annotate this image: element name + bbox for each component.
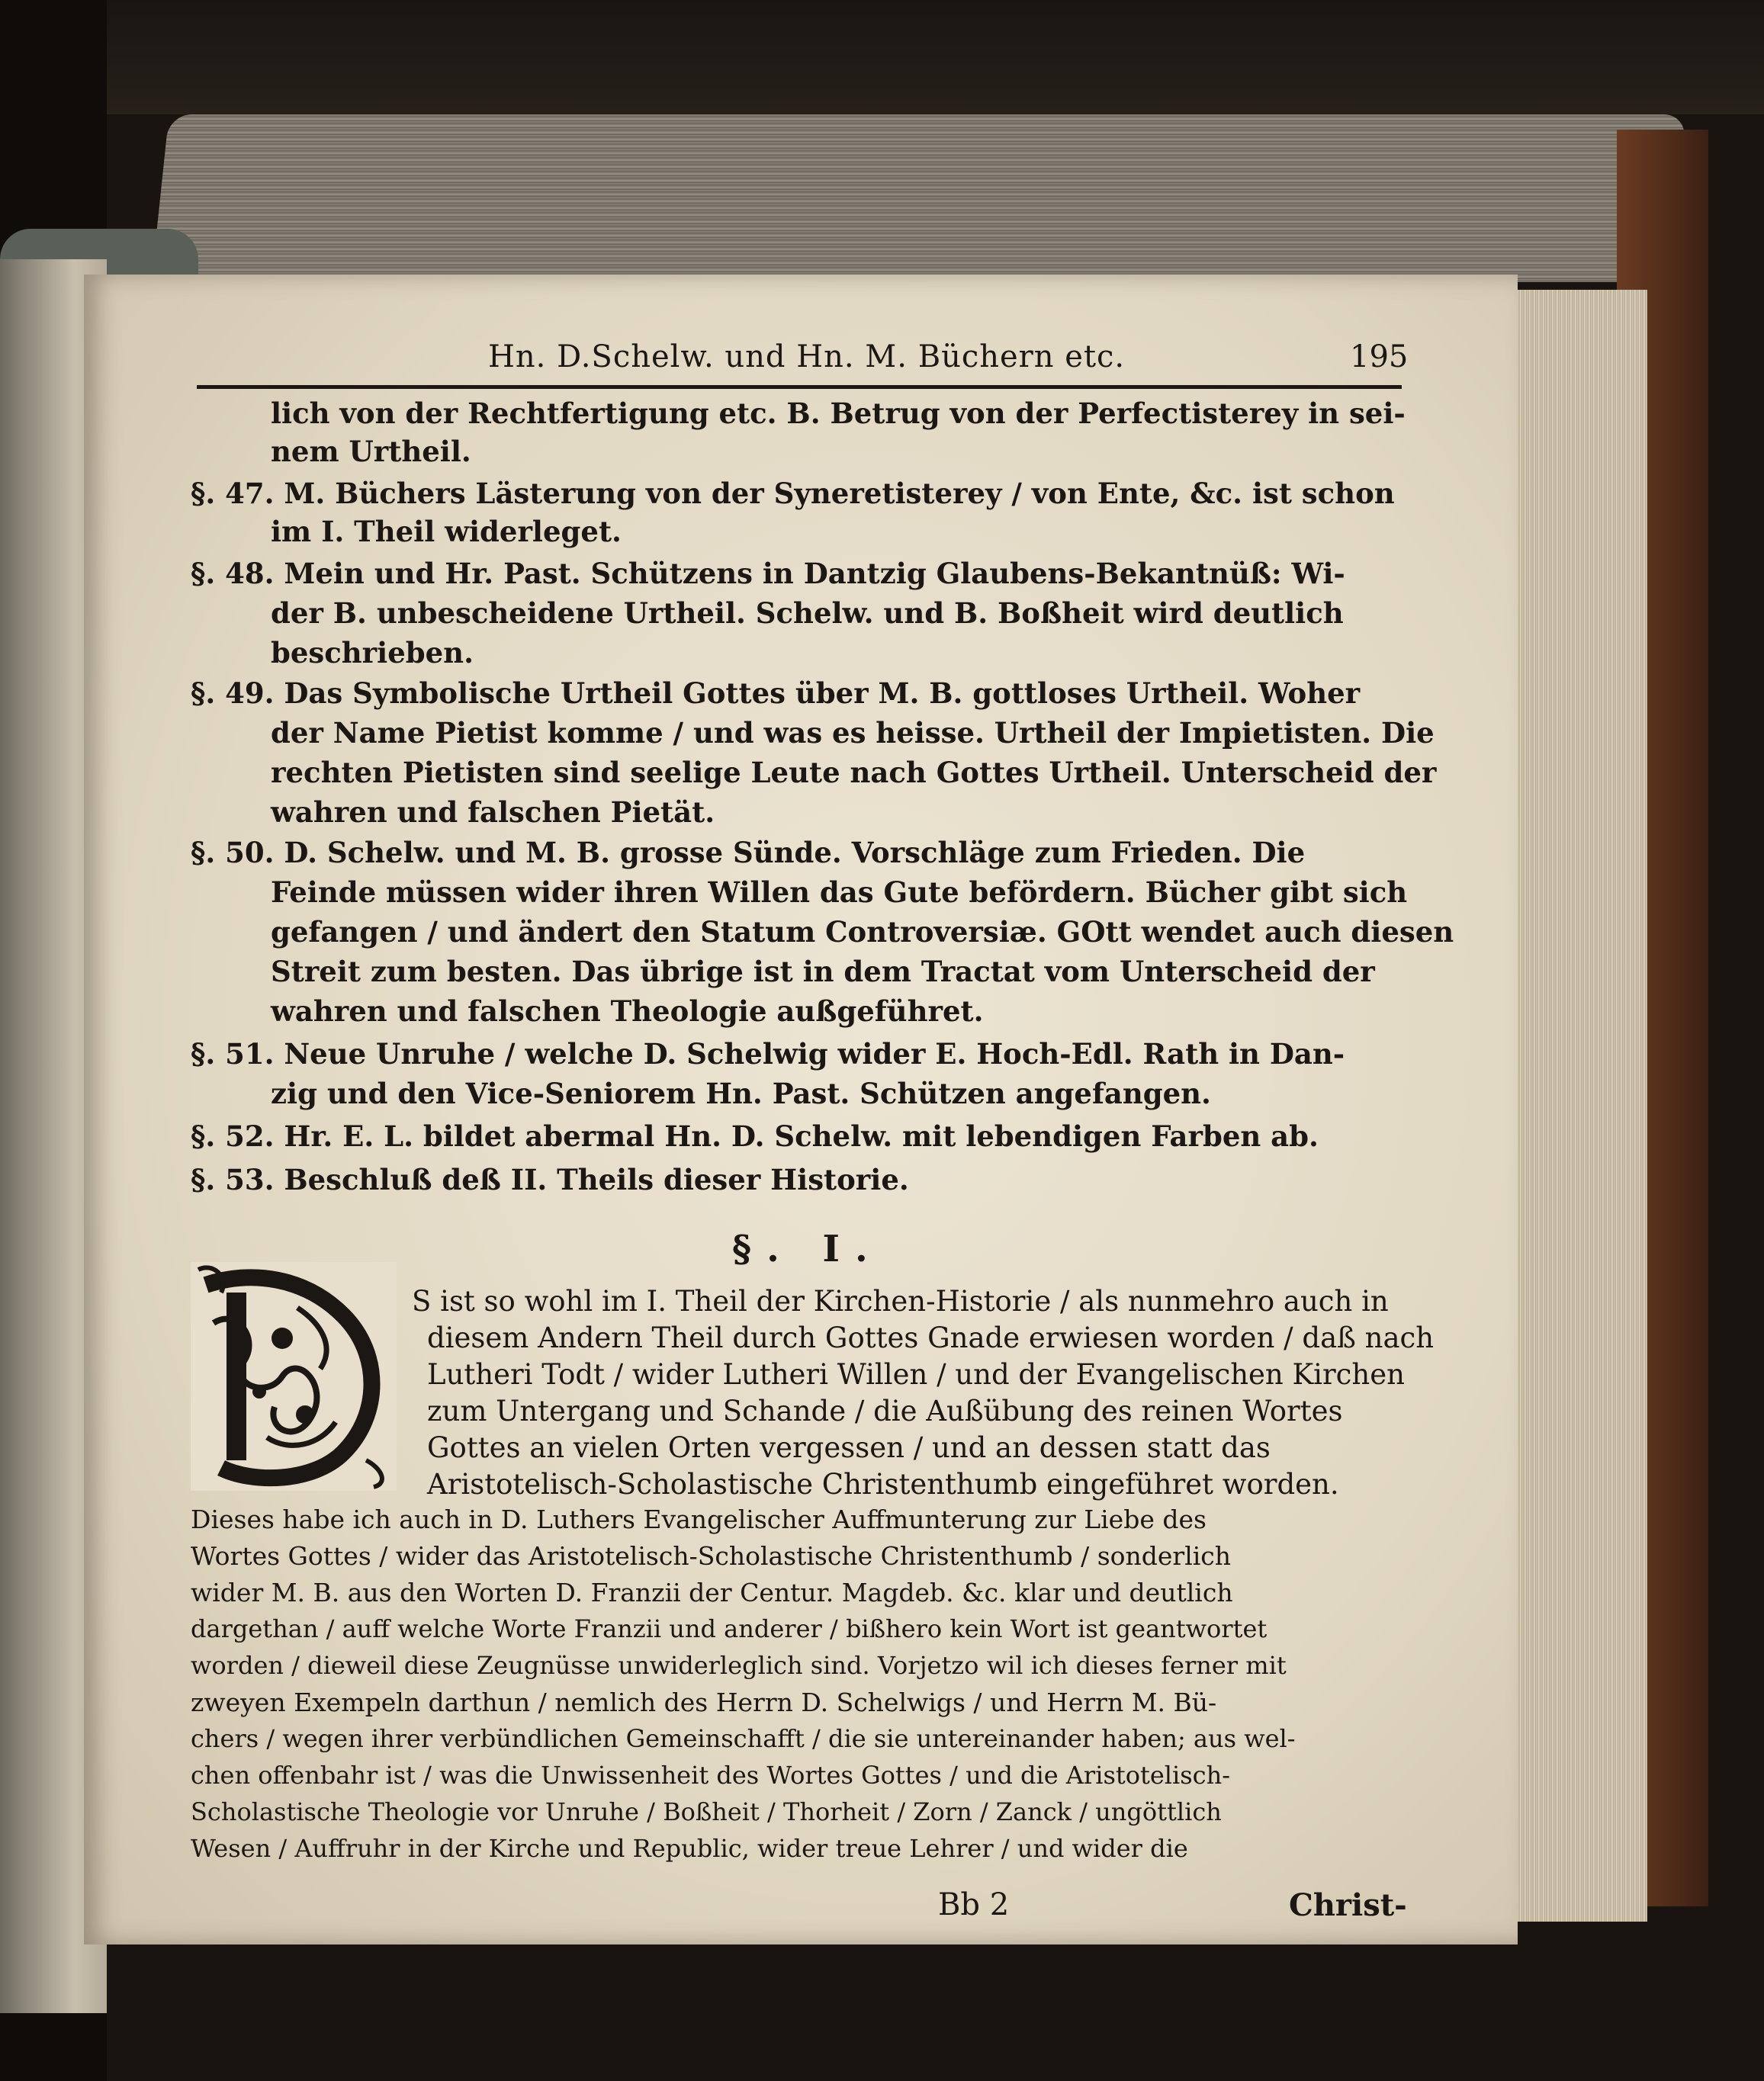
body-line: Wesen / Auffruhr in der Kirche und Republic, wider treue Lehrer / und wider die [191,1834,1188,1863]
background-top [0,0,1764,114]
body-line: Aristotelisch-Scholastische Christenthumb eingeführet worden. [427,1468,1339,1501]
toc-line: §. 49. Das Symbolische Urtheil Gottes über M. B. gottloses Urtheil. Woher [191,676,1361,710]
toc-line: §. 48. Mein und Hr. Past. Schützens in Dantzig Glaubens-Bekantnüß: Wi- [191,557,1345,590]
body-line: zweyen Exempeln darthun / nemlich des Herrn D. Schelwigs / und Herrn M. Bü- [191,1688,1217,1717]
toc-line: nem Urtheil. [271,435,471,468]
header-rule [197,385,1402,389]
body-line: chers / wegen ihrer verbündlichen Gemeinschafft / die sie untereinander haben; aus wel- [191,1724,1296,1753]
toc-line: §. 47. M. Büchers Lästerung von der Syneretisterey / von Ente, &c. ist schon [191,477,1395,510]
body-line: diesem Andern Theil durch Gottes Gnade erwiesen worden / daß nach [427,1321,1435,1354]
running-head: Hn. D.Schelw. und Hn. M. Büchern etc. [488,339,1126,374]
body-line: Dieses habe ich auch in D. Luthers Evangelischer Auffmunterung zur Liebe des [191,1505,1207,1534]
body-line: dargethan / auff welche Worte Franzii und anderer / bißhero kein Wort ist geantwortet [191,1614,1268,1643]
body-line: Lutheri Todt / wider Lutheri Willen / und der Evangelischen Kirchen [427,1358,1405,1391]
toc-line: Streit zum besten. Das übrige ist in dem Tractat vom Unterscheid der [271,955,1375,988]
body-line: Gottes an vielen Orten vergessen / und an dessen statt das [427,1431,1271,1464]
section-heading: §. I. [732,1228,883,1270]
toc-line: wahren und falschen Theologie außgeführet. [271,994,984,1028]
body-line: Wortes Gottes / wider das Aristotelisch-Scholastische Christenthumb / sonderlich [191,1541,1232,1571]
page-stack [1495,290,1647,1922]
signature-mark: Bb 2 [938,1887,1010,1922]
book-top-edge [151,114,1686,282]
body-line: wider M. B. aus den Worten D. Franzii der Centur. Magdeb. &c. klar und deutlich [191,1578,1233,1607]
body-line: S ist so wohl im I. Theil der Kirchen-Historie / als nunmehro auch in [412,1285,1389,1318]
toc-line: der B. unbescheidene Urtheil. Schelw. und B. Boßheit wird deutlich [271,596,1344,630]
toc-line: Feinde müssen wider ihren Willen das Gute befördern. Bücher gibt sich [271,875,1408,909]
decorated-initial-image [191,1262,397,1491]
page-number: 195 [1350,339,1409,374]
toc-line: gefangen / und ändert den Statum Controversiæ. GOtt wendet auch diesen [271,915,1454,949]
toc-line: §. 53. Beschluß deß II. Theils dieser Historie. [191,1163,909,1196]
toc-line: §. 51. Neue Unruhe / welche D. Schelwig wider E. Hoch-Edl. Rath in Dan- [191,1037,1345,1071]
toc-line: §. 52. Hr. E. L. bildet abermal Hn. D. Schelw. mit lebendigen Farben ab. [191,1119,1319,1153]
toc-line: der Name Pietist komme / und was es heisse. Urtheil der Impietisten. Die [271,716,1435,750]
toc-line: lich von der Rechtfertigung etc. B. Betrug von der Perfectisterey in sei- [271,397,1406,430]
toc-line: im I. Theil widerleget. [271,515,622,548]
toc-line: rechten Pietisten sind seelige Leute nach Gottes Urtheil. Unterscheid der [271,756,1437,789]
body-line: worden / dieweil diese Zeugnüsse unwiderleglich sind. Vorjetzo wil ich dieses ferner mit [191,1651,1287,1680]
toc-line: zig und den Vice-Seniorem Hn. Past. Schützen angefangen. [271,1077,1211,1110]
body-line: zum Untergang und Schande / die Außübung des reinen Wortes [427,1395,1343,1427]
body-line: Scholastische Theologie vor Unruhe / Boßheit / Thorheit / Zorn / Zanck / ungöttlich [191,1797,1222,1826]
body-line: chen offenbahr ist / was die Unwissenheit des Wortes Gottes / und die Aristotelisch- [191,1761,1231,1790]
catchword: Christ- [1289,1887,1407,1923]
toc-line: wahren und falschen Pietät. [271,795,715,829]
toc-line: §. 50. D. Schelw. und M. B. grosse Sünde. Vorschläge zum Frieden. Die [191,836,1306,869]
toc-line: beschrieben. [271,636,474,670]
